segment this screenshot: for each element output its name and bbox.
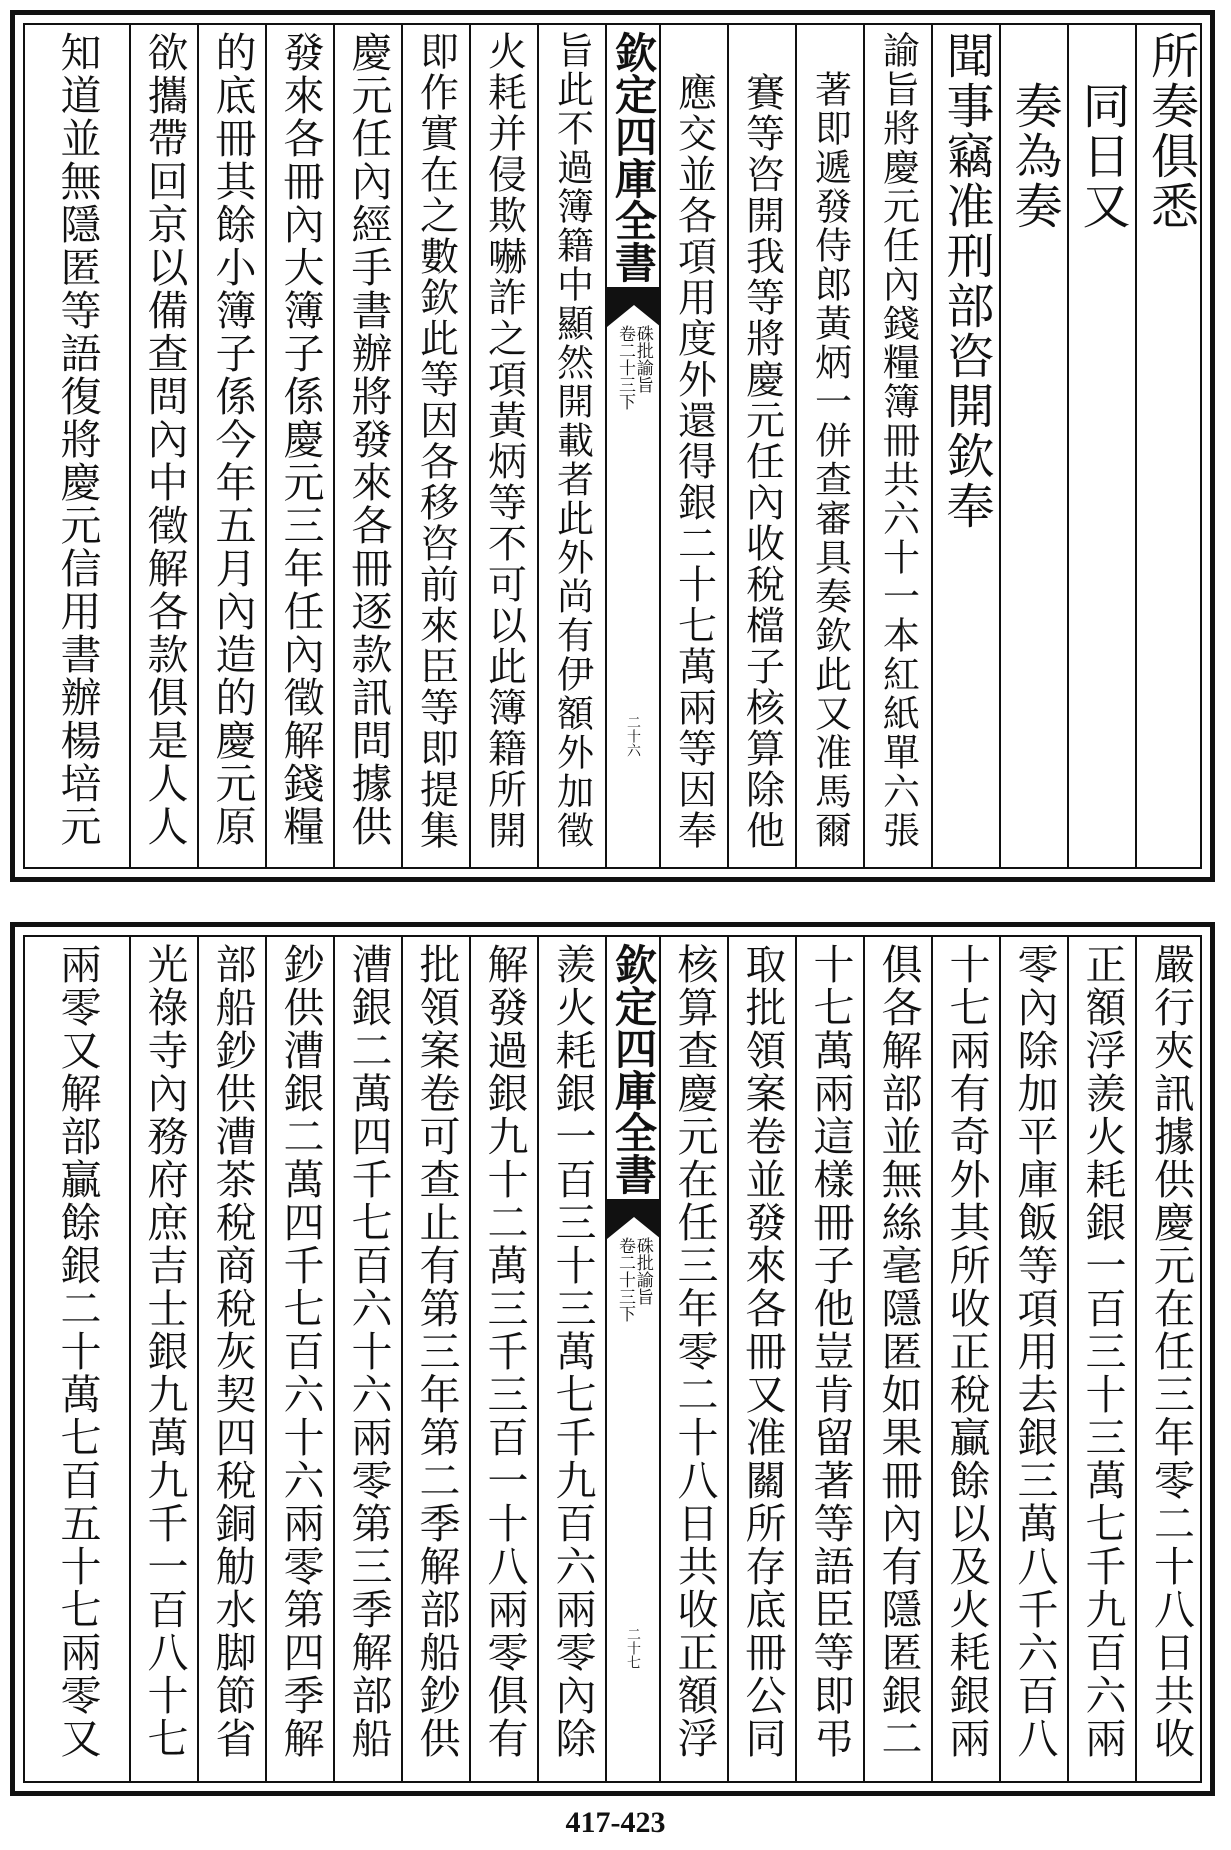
text-column	[197, 937, 265, 1781]
column-text: 正額浮羨火耗銀一百三十三萬七千九百六兩	[1078, 943, 1127, 1760]
column-text: 著即遞發侍郎黃炳一併查審具奏欽此又准馬爾	[808, 31, 852, 850]
column-text: 火耗并侵欺嚇詐之項黃炳等不可以此簿籍所開	[481, 31, 527, 851]
column-text: 慶元任內經手書辦將發來各冊逐款訊問據供	[344, 31, 393, 848]
column-text: 兩零又解部贏餘銀二十萬七百五十七兩零又	[53, 943, 102, 1760]
column-text: 的底冊其餘小簿子係今年五月內造的慶元原	[208, 31, 257, 848]
folio-number: 二十七	[625, 1627, 641, 1669]
text-column	[197, 25, 265, 867]
column-text: 取批領案卷並發來各冊又准關所存底冊公同	[738, 943, 787, 1760]
fishtail-mark-icon	[607, 287, 661, 327]
column-text: 十七兩有奇外其所收正稅贏餘以及火耗銀兩	[942, 943, 991, 1760]
column-text: 鈔供漕銀二萬四千七百六十六兩零第四季解	[276, 943, 325, 1760]
column-text: 批領案卷可查止有第三年第二季解部船鈔供	[412, 943, 461, 1760]
column-text: 奏為奏	[1006, 31, 1062, 231]
text-column	[863, 937, 931, 1781]
column-text: 嚴行夾訊據供慶元在任三年零二十八日共收	[1147, 943, 1195, 1760]
book-title: 欽定四庫全書	[609, 943, 658, 1195]
page-footer-number: 417-423	[565, 1806, 666, 1839]
column-text: 欲攜帶回京以備查問內中徵解各款俱是人人	[140, 31, 189, 848]
text-column	[401, 25, 469, 867]
text-column	[1135, 25, 1204, 867]
bottom-page	[10, 922, 1215, 1796]
text-column	[129, 937, 197, 1781]
center-column	[605, 25, 659, 867]
column-text: 應交並各項用度外還得銀二十七萬兩等因奉	[671, 31, 717, 851]
column-text: 核算查慶元在任三年零二十八日共收正額浮	[670, 943, 719, 1760]
text-column	[333, 937, 401, 1781]
text-column	[1067, 937, 1135, 1781]
text-column	[469, 937, 537, 1781]
text-column	[931, 25, 999, 867]
text-column	[931, 937, 999, 1781]
text-column	[863, 25, 931, 867]
column-text: 旨此不過簿籍中顯然開載者此外尚有伊額外加徵	[550, 31, 594, 850]
column-text: 漕銀二萬四千七百六十六兩零第三季解部船	[344, 943, 393, 1760]
text-column	[727, 25, 795, 867]
column-text: 光祿寺內務府庶吉士銀九萬九千一百八十七	[140, 943, 189, 1760]
text-column	[401, 937, 469, 1781]
column-text: 聞事竊准刑部咨開欽奉	[938, 31, 994, 531]
text-column	[537, 937, 605, 1781]
column-text: 零內除加平庫飯等項用去銀三萬八千六百八	[1010, 943, 1059, 1760]
folio-number: 二十六	[625, 715, 641, 757]
text-column	[537, 25, 605, 867]
column-text: 發來各冊內大簿子係慶元三年任內徵解錢糧	[276, 31, 325, 848]
text-column	[659, 25, 727, 867]
text-column	[25, 25, 129, 867]
column-text: 同日又	[1074, 31, 1130, 231]
column-text: 所奏俱悉	[1142, 31, 1199, 231]
column-text: 即作實在之數欽此等因各移咨前來臣等即提集	[413, 31, 459, 851]
fishtail-mark-icon	[607, 1199, 661, 1239]
chapter-label: 硃批諭旨 卷二十三下	[615, 1237, 653, 1322]
text-column	[333, 25, 401, 867]
top-page	[10, 10, 1215, 882]
column-text: 賽等咨開我等將慶元任內收稅檔子核算除他	[739, 31, 785, 851]
text-column	[727, 937, 795, 1781]
bottom-page-frame	[23, 935, 1202, 1783]
text-column	[129, 25, 197, 867]
column-text: 羨火耗銀一百三十三萬七千九百六兩零內除	[548, 943, 597, 1760]
text-column	[795, 937, 863, 1781]
column-text: 十七萬兩這樣冊子他豈肯留著等語臣等即弔	[806, 943, 855, 1760]
top-page-frame	[23, 23, 1202, 869]
text-column	[1067, 25, 1135, 867]
text-column	[469, 25, 537, 867]
column-text: 知道並無隱匿等語復將慶元信用書辦楊培元	[53, 31, 102, 848]
text-column	[1135, 937, 1204, 1781]
text-column	[795, 25, 863, 867]
text-column	[659, 937, 727, 1781]
text-column	[999, 25, 1067, 867]
chapter-label: 硃批諭旨 卷二十三下	[615, 325, 653, 410]
text-column	[265, 25, 333, 867]
center-column	[605, 937, 659, 1781]
text-column	[25, 937, 129, 1781]
text-column	[999, 937, 1067, 1781]
column-text: 部船鈔供漕茶稅商稅灰契四稅銅觔水脚節省	[208, 943, 257, 1760]
column-text: 俱各解部並無絲毫隱匿如果冊內有隱匿銀二	[874, 943, 923, 1760]
book-title: 欽定四庫全書	[609, 31, 658, 283]
column-text: 解發過銀九十二萬三千三百一十八兩零俱有	[480, 943, 529, 1760]
column-text: 諭旨將慶元任內錢糧簿冊共六十一本紅紙單六張	[876, 31, 920, 850]
text-column	[265, 937, 333, 1781]
